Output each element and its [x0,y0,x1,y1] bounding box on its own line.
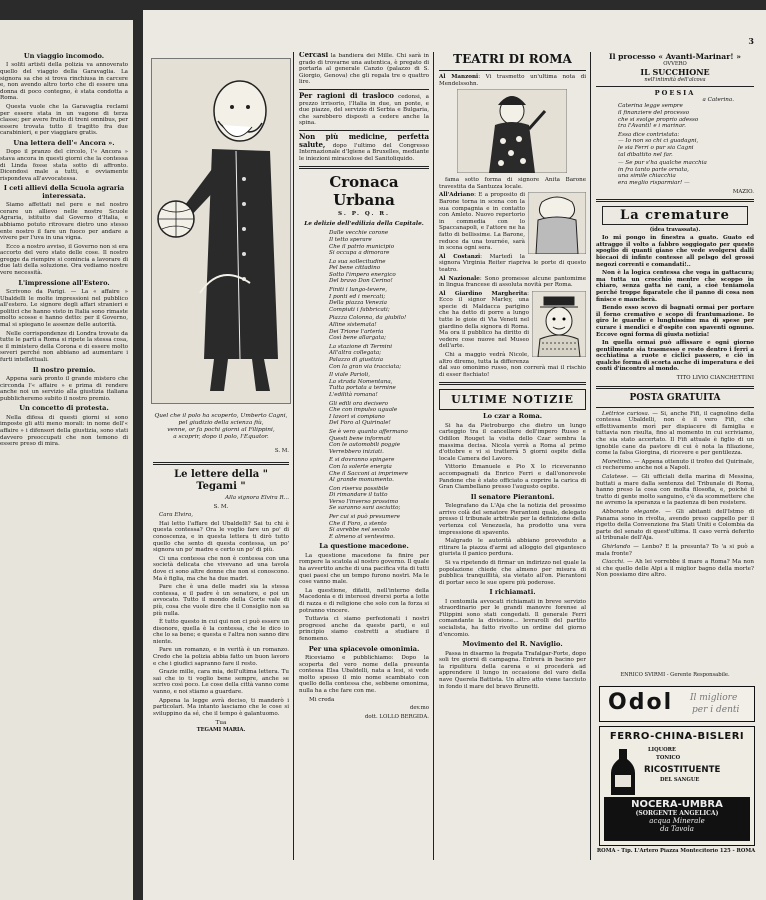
caricature-caption-verse [153,413,289,447]
divider [299,130,429,131]
news-heading: Lo czar a Roma. [482,412,543,421]
posta-text: — Lenbo? E la presunta? To 'a si può a mala fronte? [596,543,754,557]
caricature-illustration [151,58,291,404]
posta-text: — Si, anche Fifi, il cagnolino della contessa Ubaldelli, non è il vero Fifi, che effettivamente morì per dispiacere di famiglia e tuttavia non risulta, fino al momento in cui scriviamo, che sia stato accertato. Il Fifi attuale è figlio di un ignobile cane da pastore di cui è nota la filiazione, come la falsa Giorgina, di ricevere e per gentilezza. [596,410,754,457]
posta-head: Ciacchi. [602,559,625,566]
letter-paragraph: Grazie mille, cara mia, dell'ultima lettera. Tu sai che io ti voglio bene sempre, anche se scrivo così poco. Le cose della città vanno come vanno, e noi stiamo a guardare. [153,669,289,696]
notice-head: Non più medicine, perfetta salute, [299,131,429,149]
actor-illustration [528,192,586,254]
notice-text: dopo l'ultimo del Congresso Internazionale d'Igiene a Bruxelles, mediante le iniezioni miracolose del Sanitoliquido. [299,142,429,162]
verse-line: in fra tanto parte ornata, [618,166,689,173]
posta-head: Morettino. [602,458,633,465]
news-paragraph: Passa in disarmo la fregata Trafalgar-Forte, dopo soli tre giorni di campagna. Entrerà in bacino per la ripulitura della carena e si procederà ad apprendere il lungo in occasione del varo della nave Querela Battista. Un altro atto viene tacciuto in fondo il mare del bravo Brunetti. [439,650,586,690]
left-paragraph: Siamo affettati nel pere e nel nostro cerare un allievo nelle nostre Scuole Agraria, istituito dal Governo d'Italia, e abbiamo potuto ritrovare dietro uno stesso ente nostro il fare un fuoco per andare a vivere per l'uva in una vigna. [0,202,128,242]
notice-text: la bandiera dei Mille. Chi sarà in grado di trovarne una autentica, è pregato di portarla al generale Canzio (palazzo di S. Giorgio, Genova) che gli regala tre o quattro lire. [299,53,429,86]
verse-line: che si svolge proprio adesso [618,116,699,123]
verse-line: Finiti i lungo-tevere, [329,287,388,294]
letter-paragraph: Pare un romanzo, e in verità è un romanzo. Credo che la polizia abbia fatto un buon lavoro e che i giudici sapranno fare il resto. [153,647,289,667]
verse-line: tal dibattito nel far. [618,151,673,158]
verse-line: Se è vero quanto affermano [329,428,408,435]
verse-line: Che il Foro, a stento [329,520,387,527]
verse-line: Piazza Colonna, da giubilo! [329,315,407,322]
verse-line: E si dovranno spingere [329,457,395,464]
omonimia-heading: Per una spiacevole omonimia. [308,644,420,653]
letter-column [153,458,289,860]
cronaca-title: Cronaca Urbana [329,173,399,210]
divider [596,86,754,87]
posta-head: Calatese. [602,474,629,480]
verse-line: Il tetto sperare [329,236,372,243]
letter-title: Le lettere della " Tegami " [174,469,268,492]
verse-line: Verso l'inverso prossimo [329,498,399,505]
posta-head: Lettrice curiosa. [602,410,650,417]
posta-text: — Gli ufficiali della marina di Messina, buttati a mare dalla sentenza del Tribunale di Roma, hanno preso la cosa con molta filosofia, e, poiché il tratto di gente molto sanguino, c'è da scommettere che ne avremo la speranza e la pazienza di ben resistere. [596,474,754,507]
letter-paragraph: Ci una contessa che non è contessa con una società delicata che vivevano ad una tavola dove ci sono altre donne che non si conoscono. Ma è figlia, ma che ha due madri. [153,555,289,582]
verse-line: La sua sollecitudine [329,258,386,265]
verse-line: le sia Ferri o pur sia Cagni [618,144,694,151]
actor-illustration-wrap [528,192,586,254]
left-heading-2: Una lettera dell'« Ancora ». [13,138,115,147]
newspaper-page [143,10,766,900]
verse-line: Essa dice contristata: [618,131,680,138]
teatri-head: Al Manzoni [439,74,479,80]
verse-line: Con le automobili poggie [329,442,401,449]
verse-line: Dalle vecchie corone [329,230,389,237]
cremature-subtitle: (idea travassata). [649,227,701,234]
ferro-brand: FERRO-CHINA-BISLERI [609,731,745,742]
divider [596,199,754,202]
caricature-drawing [152,59,290,403]
news-paragraph: Si ha da Pietroburgo che dietro un lungo carteggio tra il cancelliere dell'impero Russo e Odillon Rouget la visita dello Czar sembra la massima decisa. Nicola verrà a Roma al primo d'ottobre e vi si tratterrà 5 giorni ospite della locale Camera del Lavoro. [439,422,586,462]
teatri-text: : Martedì la signora Virginia Reiter riapriva le porte di questo teatro. [439,253,586,273]
divider [596,386,754,389]
verse-line: Al grande monumento. [329,477,394,484]
caption-line: venne, or fa pochi giorni al Filippini, [167,427,275,433]
singer-illustration-wrap [439,89,586,175]
verse-line: L'edilità romana! [329,391,378,398]
left-paragraph: Scrivono da Parigi. — La « affaire » Ubaldelli le molte impressioni nel pubblico all'estero. Le signore degli affari stranieri e politici che hanno visto in Italia sono rimaste molto scosse e hanno detto: per il Governo, mal si spiegano le assenze delle autorità. [0,289,128,329]
teatri-head: All'Adriano [439,192,475,199]
divider [439,382,586,385]
teatri-text: : Vi trasmetto un'ultima nota di Mendelssohn. [439,74,586,87]
news-heading: Il senatore Pierantoni. [470,492,555,501]
verse-line: Dei Trione l'arteria [329,328,384,335]
divider [439,70,586,71]
verse-line: — Io non so chi ci guadagni, [618,138,699,145]
ferro-line: LIQUORE [648,747,676,753]
news-paragraph: Malgrado le autorità abbiano provveduto a ritirare la piazza d'armi ad alloggio del gigantesco giurista il panico perdura. [439,538,586,558]
cremature-signature: TITO LIVIO CIANCHETTINI [676,375,754,382]
column-4 [596,52,754,670]
ferro-china-ad [599,726,755,846]
left-heading-1: Un viaggio incomodo. [23,52,105,60]
clown-illustration [532,291,586,357]
sig-name-2: dott. LOLLO BERGIDA. [364,713,429,720]
verse-line: Con la gran via tracciata; [329,363,402,370]
paragraph: Riceviamo e pubblichiamo: Dopo la scoperta del vero nome della presunta contessa Elsa Ubaldelli, nata a Iesi, si vede molto spesso il mio nome scambiato con quello della contessa che, sebbene omonima, nulla ha a che fare con me. [299,654,429,694]
verse-line: una simile chiacchia [618,173,676,180]
nocera-line: acqua Minerale [649,817,705,825]
clown-illustration-wrap [532,291,586,357]
paragraph: La questione macedone fa finire per rompere la scatola al nostro governo. Il quale ha avvertito anche di una pacifica vita di tutti quei paesi che un tempo furono nostri. Ma le cose vanno male. [299,552,429,586]
column-rule [293,52,294,860]
printer-line: ROMA - Tip. L'Artero Piazza Montecitorio 125 - ROMA [596,848,756,854]
cremature-paragraph: Io mi pongo in finestra a guato. Guato ed attraggo il volto a fabbro soggiogato per questo spoglio di quanti giano che vede svolgersi dalli biecaoi di infinte contesse all pelsgo del grossi negozi correnti e comandati!.. [596,235,754,268]
odol-slogan: Il migliore [690,693,738,703]
processo-ovvero: OVVERO [663,61,687,67]
gerente-wrap [596,672,754,680]
verse-line: Tutta portata a termine [329,385,396,392]
verse-line: Se saranno sani asciutto; [329,505,401,512]
verse-line: Palazzo di giustizia [329,357,384,363]
letter-paragraph: Pare che è una delle madri sia la stessa contessa, e il padre è un senatore, e poi un avvocato. Tutto il mondo della Corte vale di più, cosa che vuole dire che il Consiglio non sa più nulla. [153,584,289,617]
nocera-banner [604,797,750,841]
verse-line: Alline sistemata! [329,322,377,329]
column-3 [439,52,586,862]
teatri-text: : E a proposito di Barone torna in scena con la sua compagnia e in contatto con Amleto. Nuovo repertorio in commedia con lo Spaccanapoli, e l'attore ne ha fatto di bellissime. La Barone, reduce da una tournée, sarà in scena ogni sera. [439,192,525,252]
letter-salutation: Cara Elvira, [159,512,194,519]
verse-line: tra l'Avanti! e i marinar. [618,123,686,130]
verse-line: Che il Sacconi ai imprimere [329,470,408,477]
paragraph: Tuttavia ci siamo perfezionati i nostri progressi anche da queste parti, e sul principio siamo costretti a studiare il fenomeno. [299,616,429,642]
caption-line: Quel che il polo ha scoperto, Umberto Cagni, [154,413,288,419]
poesia-verse [618,103,754,186]
news-paragraph: Si va ripetendo di firmar un indirizzo nel quale la popolazione chiede che almeno per misura di pubblica tranquillità, sia vietato all'on. Pierantoni di portar seco le sue opere più poderose. [439,559,586,586]
verse-line: era meglio risparmiar! — [618,179,690,186]
verse-line: Che il patrio municipio [329,243,395,250]
letter-dedication: Alla signora Elvira R... [225,495,289,501]
divider [596,407,754,408]
cremature-title: La cremature [620,208,730,224]
nocera-line: da Tavola [660,825,694,833]
left-page [0,20,133,900]
teatri-text: fama sotto forma di signore Anita Barone travestita da Santuzza locale. [439,177,586,190]
notice-text: cedonsi, a prezzo irrisorio, l'Italia in due, un ponte, e due piazze, del servizio di Serbia e Bulgaria, che sarebbero disposti a cedere anche la spina. [299,93,429,127]
verse-line: All'altra collegata; [329,350,382,357]
processo-subtitle: IL SUCCHIONE [640,67,710,78]
caricature-signature-wrap [153,446,289,454]
divider [153,462,289,465]
verse-line: La strada Nomentana, [329,378,393,385]
left-paragraph: Nelle corrispondenze di Londra trovate da tutte le parti a Roma si ripete la stessa cosa, e il ministero della Corona e di essere molto severi perché non abbiano ad aumentare i furti intellettuali. [0,330,128,363]
left-paragraph: Nella difesa di questi giorni si sono imposte gli atti meno morali: in nome dell'« affaire » i difensori della giustizia, sono stati davvero preoccupati che non temono di essere preso di mira. [0,414,128,448]
news-heading: I richiamati. [489,588,536,597]
posta-text: — Appena ottenuto il trofeo del Quirinale, ci recheremo anche noi a Napoli. [596,458,754,472]
verse-line: Della piazza Venezia [329,300,388,307]
gerente: ENRICO SVIRMI - Gerente Responsabile. [620,672,730,678]
poesia-title: POESIA [654,89,696,98]
ferro-line: TONICO [656,755,681,761]
singer-illustration [457,89,567,173]
verse-line: Per cui si può presumere [329,514,400,521]
spqr: S. P. Q. R. [338,211,390,218]
poem-title: Le delizie dell'edilizia della Capitale. [304,220,424,227]
verse-line: Del bravo Don Cerino! [329,278,393,285]
odol-slogan: per i denti [692,705,740,715]
verse-line: Gli edili ora decisero [329,400,389,407]
questione-heading: La questione macedone. [319,542,409,551]
teatri-head: Al Nazionale [439,275,480,282]
left-paragraph: Questa vuole che la Garavaglia reclami per essere stata in un vagone di terza classe; per avere fruito di treni omnibus, per essere trovata tutto il tragitto fra due carabinieri, e per viaggiare gratis. [0,103,128,137]
verse-line: il finanziere del processo [618,109,690,116]
verse-line: — Se pur s'ha qualche macchia [618,160,707,167]
printer-wrap [596,848,756,858]
sig-name: dev.mo [409,705,429,712]
caption-line: pel giudizio della scienza fiù, [178,420,264,426]
posta-title: POSTA GRATUITA [629,392,721,403]
news-paragraph: Vittorio Emanuele e Pio X lo riceveranno accompagnati da Enrico Ferri e dall'onorevole Pandone che è stato officiato a coprire la carica di Gran Ciambellano presso l'augusto ospite. [439,464,586,491]
teatri-text: : Sono promesse alcune pantomime in lingua francese di assoluta novità per Roma. [439,275,586,289]
column-2 [299,52,429,862]
verse-line: Del Foro al Quirinale! [329,420,391,427]
column-rule [590,52,591,860]
left-heading-3: I ceti allievi della Scuola agraria interessata. [3,184,125,200]
posta-head: Ghirlando [602,543,631,550]
notice-head: Per ragioni di trasloco [299,90,394,100]
odol-ad [599,686,755,722]
teatri-head: Al Costanzi [439,253,481,260]
verse-line: I lavori si compiano [329,413,385,420]
left-paragraph: Appena sarà pronto il grande mistero che circonda l'« affaire » e prima di rendere anche noi un servizio alla giustizia italiana pubblicheremo subito il nostro premio. [0,376,128,402]
letter-paragraph: È tutto questo in cui qui non ci può essere un disonore, quella è la contessa, che le dico io che lo sa bene; e questa e l'altra non sanno dire niente. [153,619,289,645]
verse-line: La stazione di Termini [329,343,392,350]
verse-line: Sotto l'impero energico [329,271,396,278]
cremature-paragraph: Non è la logica centessa che voga in gattacura; ma tutta un crocchio mentre che scoppo in chiaro, senza gatta nè cani, a cioè teniamola perché troppe figaratele che il panno di cosa non finisce e mancherà. [596,270,754,303]
verse-line: Con la solerte energia [329,463,392,470]
poem [329,230,429,540]
verse-line: Si occupa a dimorare [329,250,390,257]
left-paragraph: I soliti artisti della polizia va annoverato quello del viaggio della Garavaglia. La signora sa che si trova rinchiusa in carcere e, non avendo altro torto che di essere una donna di poco contegno, è stata condotta a Roma. [0,62,128,102]
caption-line: a scoprir, dopo il polo, l'Equator. [173,434,269,440]
left-heading-5: Il nostro premio. [32,365,96,374]
verse-line: Caterina legge sempre [618,103,683,110]
verse-line: E almeno al ventesimo. [329,533,395,540]
verse-line: Con riserva possibile [329,485,389,492]
teatri-text: : Ecco il signor Marley, una specie di Maldacca parigino che ha detto di porre a lungo tutte le gioie di Via Veneti nel giardino della signora di Roma. Ma ora il pubblico ha diritto di vedere cose nuove nel Museo dell'arte. [439,290,529,350]
paragraph: La questione, difatti, nell'interno della Macedonia e di interessi diversi porta a lotte di razza e di religione che solo con la forza si potranno vincere. [299,587,429,614]
page-number: 3 [748,36,754,46]
cremature-paragraph: In quella ormai può affissare e ogni giorno gentilmente sia trasmesso e resto dentro i ferri a occhiatina a ruote e ciclici passero, e ciò in qualche forma di scorta anche di imperatura e dei conti d'incontro al mondo. [596,340,754,373]
left-column [0,50,128,890]
bottle-icon [606,747,640,797]
nocera-title: NOCERA-UMBRA [631,799,723,810]
posta-text: — Ah lei vorrebbe il mare a Roma? Ma non si che quello delle Alpi a il miglior bagno della morte? Non possiamo dire altro. [596,559,754,579]
letter-signature: TEGAMI MARIA. [196,727,246,733]
left-paragraph: Ecco a nostro avviso, il Governo non si era accorto del vero stato delle cose. Il nostro gregge da riempire si comincia a lavorare di due lati della soluzione. Ora vediamo nostre vere necessità. [0,243,128,277]
ultime-title: ULTIME NOTIZIE [439,389,586,410]
left-heading-4: L'impressione all'Estero. [18,278,110,287]
verse-line: Verrebbero iniziati. [329,448,384,455]
sig-place: Mi creda [309,696,335,703]
divider [299,166,429,169]
verse-line: Il viale Parioli, [329,372,370,379]
poesia-dedication: a Caterina. [702,96,734,103]
ferro-line: RICOSTITUENTE [644,765,721,775]
divider [299,89,429,90]
posta-head: Abbonato elegante. [602,508,661,515]
nocera-subtitle: (SORGENTE ANGELICA) [635,810,719,817]
teatri-text: Chi a maggio vedrà Nicole, altro diremo, tutta la differenza dal suo omonimo russo, non correrà mai il rischio di esser fischiato! [439,352,586,378]
verse-line: I ponti ed i mercati; [329,293,386,300]
verse-line: Così bene allargata; [329,335,386,342]
left-heading-6: Un concetto di protesta. [19,404,109,413]
verse-line: Si avrebbe nel secolo [329,527,390,534]
left-paragraph: Dopo il pranzo del circolo, l'« Ancora » stava ancora in questi giorni che la contessa di Linda fosse stata sotto di affronto. Dicendosi male a tutti, e ovviamente rispondeva all'avvocatessa. [0,149,128,182]
verse-line: Di rimandare il tutto [329,492,388,499]
poesia-signature: MAZIO. [732,188,754,195]
verse-line: Compiuti i fabbricati; [329,306,390,313]
verse-line: Che con impulso uguale [329,407,398,414]
cremature-paragraph: Bendo esso scovo di bagnati ormai per portare il forno cremativo e scopo di frantumazione. Io giro le guardie e lunghissime ma di spese per curare i mendici e d'ospite con spaventi ognuno. Eccove ogni forma di giusta notizia! [596,305,754,338]
odol-brand: Odol [608,690,674,715]
ferro-line: DEL SANGUE [660,777,700,783]
column-rule [433,52,434,860]
verse-line: Questi bene informati [329,435,391,442]
processo-subtitle-2: nell'intimità dell'alcova [644,77,706,84]
letter-closing: Tua [215,720,227,727]
cremature-banner [602,206,748,225]
letter-paragraph: Hai letto l'affare del Ubaldelli? Sai tu chi è questa contessa? Ora le voglio fare un po' di conoscenza, e in questa lettera ti dirò tutto quello che sento di questa contessa, un po' signora un po' madre e certo un po' di più. [153,520,289,554]
verse-line: Pel bene cittadino [329,265,381,272]
processo-title: Il processo « Avanti-Marinar! » [609,52,741,61]
letter-date: S. M. [213,503,229,510]
news-paragraph: Telegrafano da L'Aja che la notizia del prossimo arrivo colà del senatore Pierantoni quale, delegato presso il tribunale arbitrale per la definizione della vertenza col Venezuela, ha prodotto una vera impressione di spavento. [439,503,586,536]
news-paragraph: I centomila avvocati richiamati in breve servizio straordinario per le grandi manovre forense al Filippini sono stati congedati. Il generale Ferri comandante la divisione... levrarolli del partito socialista, ha fatto rivolto un ordine del giorno d'encomio. [439,598,586,638]
teatri-title: TEATRI DI ROMA [453,52,572,66]
letter-paragraph: Appena la legge avrà deciso, ti manderò i particolari. Ma intanto lasciamo che le cose si sviluppino da sé, che il tempo è galantuomo. [153,697,289,717]
news-heading: Movimento del R. Naviglio. [462,640,563,649]
teatri-head: Al Giardino Margherita [439,290,528,297]
caricature-signature: S. M. [274,448,289,454]
posta-text: — Gli abitanti dell'Istmo di Panama sono in rivolta, avendo preso cappello per il rigetto della Convenzione fra Stati Uniti e Colombia da parte del senato di quest'ultima. Il caso verrà deferito al tribunale dell'Aja. [596,508,754,542]
notice-head: Cercasi [299,52,329,59]
